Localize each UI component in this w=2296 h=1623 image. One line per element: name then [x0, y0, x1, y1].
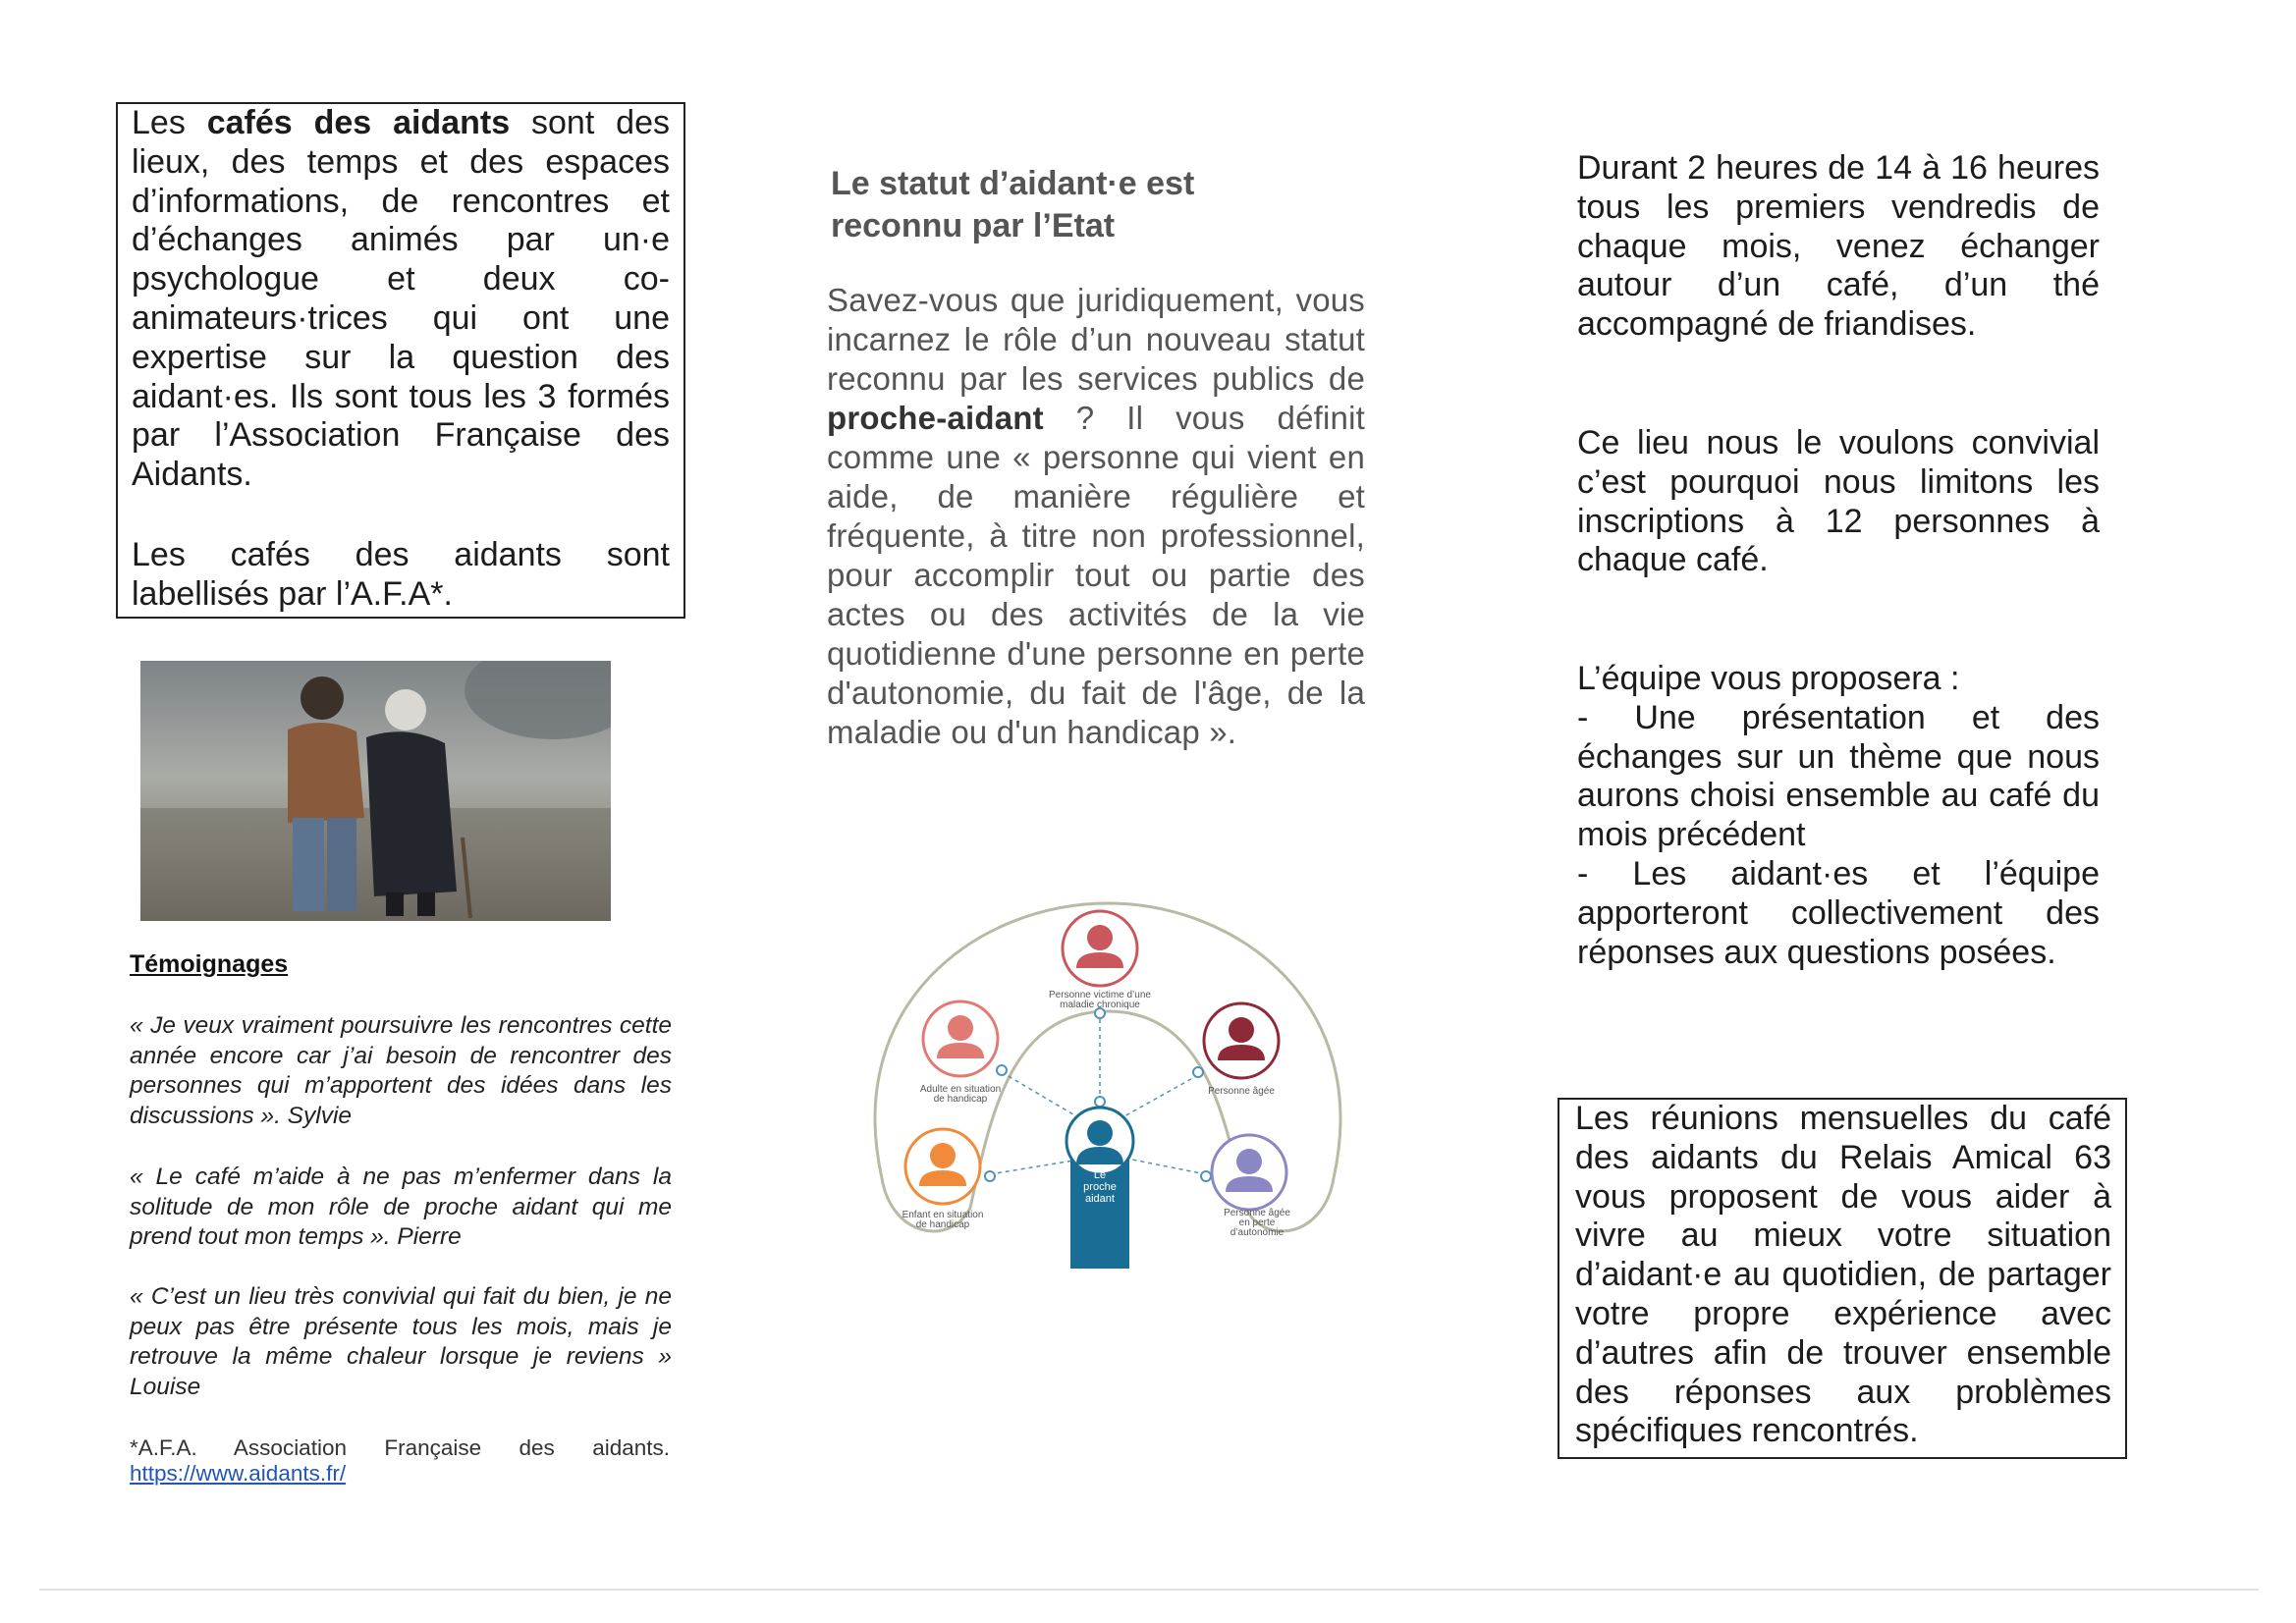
schedule-paragraph: Durant 2 heures de 14 à 16 heures tous les premiers vendredis de chaque mois, venez échanger autour d’un café, d’un thé accompagné de friandises.: [1577, 149, 2100, 344]
intro-bold-term: cafés des aidants: [206, 104, 511, 141]
label-top-1: Personne victime d’une: [1049, 990, 1151, 1001]
photo-illustration: [140, 661, 611, 921]
person-right-icon: [1204, 1003, 1279, 1078]
label-bottom-left-1: Enfant en situation: [902, 1210, 984, 1220]
reunion-box: [1558, 1098, 2127, 1459]
person-bottom-right-icon: [1212, 1135, 1286, 1210]
photo-two-people-walking: [140, 661, 611, 921]
label-bottom-right-3: d’autonomie: [1230, 1227, 1285, 1238]
label-top-2: maladie chronique: [1060, 1000, 1140, 1010]
intro-text-post: sont des lieux, des temps et des espaces d’informations, de rencontres et d’échanges animés par un·e psychologue et deux co-animateurs·trices qui ont une expertise sur la question des aidant·es. Ils sont tous les 3 formés par l’Association Française des Aidants.: [132, 104, 670, 494]
testimonial-quote: « Le café m’aide à ne pas m’enfermer dans la solitude de mon rôle de proche aidant qui me prend tout mon temps ». Pierre: [130, 1163, 672, 1250]
team-intro: L’équipe vous proposera :: [1577, 660, 1960, 697]
statut-text-pre: Savez-vous que juridiquement, vous incarnez le rôle d’un nouveau statut reconnu par les services publics de: [827, 282, 1365, 397]
person-top-icon: [1063, 911, 1137, 986]
page-bottom-divider: [39, 1589, 2259, 1591]
center-label-3: aidant: [1085, 1193, 1115, 1205]
label-bottom-right-1: Personne âgée: [1224, 1208, 1290, 1218]
statut-paragraph: [827, 281, 1365, 752]
label-left-2: de handicap: [933, 1094, 988, 1105]
testimonial-quote: « C’est un lieu très convivial qui fait du bien, je ne peux pas être présente tous les mois, mais je retrouve la même chaleur lorsque je reviens » Louise: [130, 1283, 672, 1400]
statut-title: Le statut d’aidant·e est reconnu par l’Etat: [831, 165, 1195, 244]
intro-paragraph: [132, 104, 670, 495]
center-label-1: Le: [1093, 1169, 1107, 1181]
team-item: - Une présentation et des échanges sur un thème que nous aurons choisi ensemble au café du mois précédent: [1577, 698, 2100, 854]
capacity-paragraph: Ce lieu nous le voulons convivial c’est pourquoi nous limitons les inscriptions à 12 personnes à chaque café.: [1577, 424, 2100, 579]
testimonials-title: Témoignages: [130, 950, 289, 978]
testimonial-quote: « Je veux vraiment poursuivre les rencontres cette année encore car j’ai besoin de rencontrer des personnes qui m’apportent des idées dans les discussions ». Sylvie: [130, 1012, 672, 1129]
proche-aidant-diagram: [852, 884, 1363, 1276]
reunion-paragraph: Les réunions mensuelles du café des aidants du Relais Amical 63 vous proposent de vous aider à vivre au mieux votre situation d’aidant·e au quotidien, de partager votre propre expérience avec d’autres afin de trouver ensemble des réponses aux problèmes spécifiques rencontrés.: [1575, 1100, 2111, 1450]
label-bottom-right-2: en perte: [1238, 1217, 1276, 1228]
center-label-2: proche: [1083, 1181, 1117, 1193]
statut-bold-term: proche-aidant: [827, 400, 1044, 436]
label-right: Personne âgée: [1208, 1086, 1275, 1097]
intro-box: [116, 102, 685, 619]
label-bottom-left-2: de handicap: [915, 1219, 970, 1230]
intro-label-paragraph: Les cafés des aidants sont labellisés par l’A.F.A*.: [132, 535, 670, 613]
team-section: [1577, 660, 2100, 972]
afa-website-link[interactable]: https://www.aidants.fr/: [130, 1461, 347, 1486]
team-item: - Les aidant·es et l’équipe apporteront collectivement des réponses aux questions posées.: [1577, 854, 2100, 971]
intro-text-pre: Les: [132, 104, 207, 141]
statut-text-post: ? Il vous définit comme une « personne qui vient en aide, de manière régulière et fréquente, à titre non professionnel, pour accomplir tout ou partie des actes ou des activités de la vie quotidienne d'une personne en perte d'autonomie, du fait de l'âge, de la maladie ou d'un handicap ».: [827, 400, 1365, 750]
label-left-1: Adulte en situation: [919, 1084, 1002, 1095]
person-bottom-left-icon: [905, 1129, 980, 1204]
footnote-text: *A.F.A. Association Française des aidants.: [130, 1435, 670, 1460]
person-left-icon: [923, 1001, 998, 1076]
